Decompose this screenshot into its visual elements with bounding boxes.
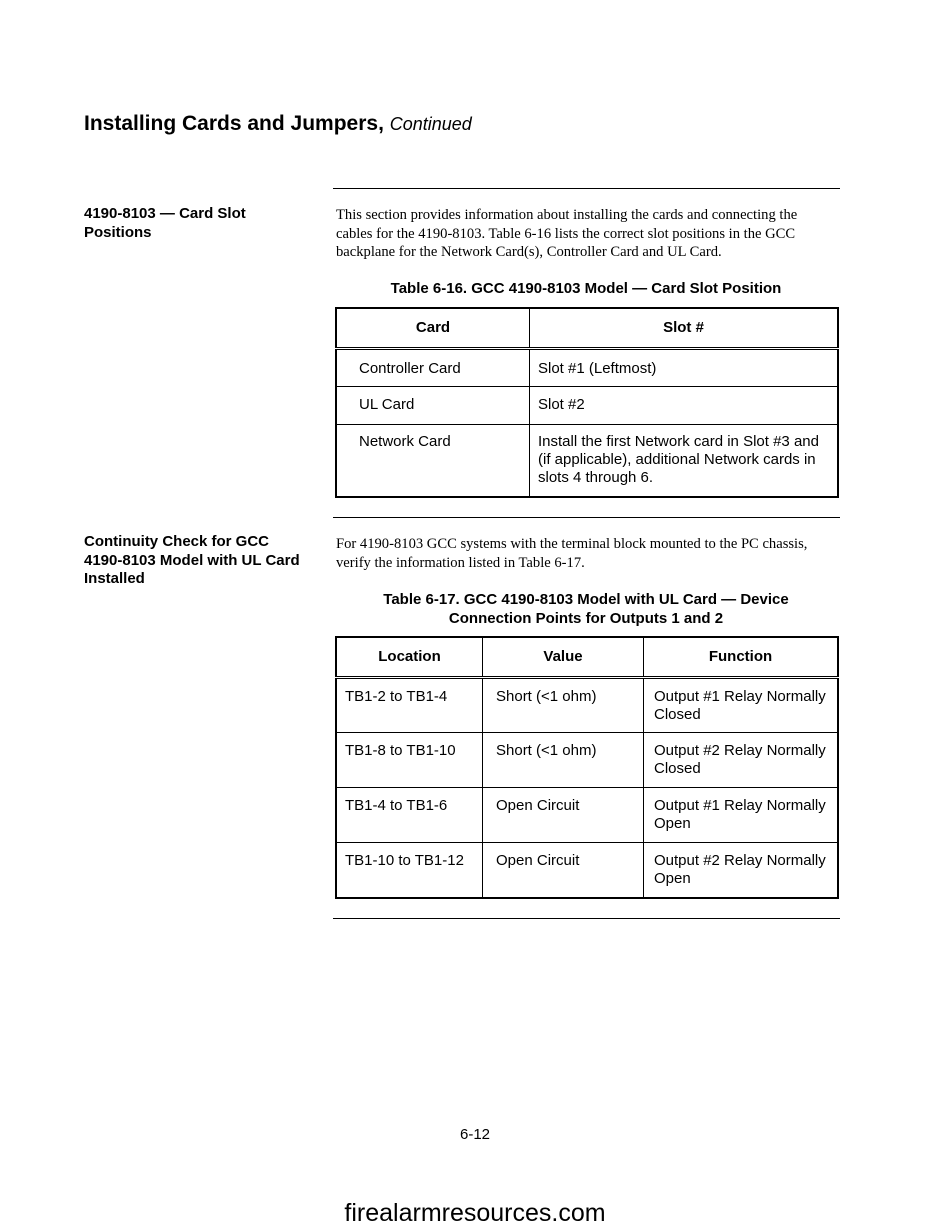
- column-header-function: Function: [644, 637, 839, 678]
- page-title: [84, 112, 472, 136]
- page-number: 6-12: [459, 1126, 491, 1143]
- footer-watermark: firealarmresources.com: [344, 1199, 606, 1227]
- table-cell: TB1-4 to TB1-6: [336, 788, 483, 843]
- section-rule-middle: [333, 517, 840, 518]
- section1-heading: [84, 205, 324, 242]
- table-cell: TB1-2 to TB1-4: [336, 678, 483, 733]
- column-header-slot: Slot #: [530, 308, 839, 349]
- table-header-row: [336, 637, 838, 678]
- column-header-card: Card: [336, 308, 530, 349]
- section1-heading-line1: 4190-8103 — Card Slot: [84, 205, 246, 222]
- table-header-row: [336, 308, 838, 349]
- column-header-location: Location: [336, 637, 483, 678]
- table-cell: Install the first Network card in Slot #3 and (if applicable), additional Network cards in slots 4 through 6.: [530, 425, 839, 498]
- section2-heading: [84, 533, 324, 589]
- table-cell: Slot #1 (Leftmost): [530, 349, 839, 387]
- table-cell: Output #1 Relay Normally Open: [644, 788, 839, 843]
- table-cell: UL Card: [336, 387, 530, 425]
- table-cell: Open Circuit: [483, 788, 644, 843]
- table-cell: TB1-10 to TB1-12: [336, 843, 483, 898]
- section2-heading-line3: Installed: [84, 570, 145, 587]
- section2-paragraph: For 4190-8103 GCC systems with the terminal block mounted to the PC chassis, verify the information listed in Table 6-17.: [336, 536, 808, 571]
- table-row: [336, 425, 838, 498]
- table-cell: Output #1 Relay Normally Closed: [644, 678, 839, 733]
- table-6-16-caption: Table 6-16. GCC 4190-8103 Model — Card Slot Position: [390, 280, 782, 297]
- table-6-17-caption-line1: Table 6-17. GCC 4190-8103 Model with UL Card — Device: [383, 591, 789, 608]
- table-row: [336, 349, 838, 387]
- page-title-continued: Continued: [389, 114, 472, 134]
- table-row: [336, 843, 838, 898]
- section2-heading-line2: 4190-8103 Model with UL Card: [84, 551, 300, 569]
- table-cell: Output #2 Relay Normally Open: [644, 843, 839, 898]
- table-cell: Open Circuit: [483, 843, 644, 898]
- table-cell: Output #2 Relay Normally Closed: [644, 733, 839, 788]
- section1-heading-line2: Positions: [84, 223, 152, 241]
- table-6-17-caption: [336, 590, 836, 628]
- column-header-value: Value: [483, 637, 644, 678]
- table-row: [336, 387, 838, 425]
- table-6-17-caption-line2: Connection Points for Outputs 1 and 2: [448, 610, 724, 627]
- section1-paragraph: This section provides information about installing the cards and connecting the cables for the 4190-8103. Table 6-16 lists the correct slot positions in the GCC backplane for the Network Card(s), Controller Card and UL Card.: [336, 207, 798, 260]
- section-rule-bottom: [333, 918, 840, 919]
- table-6-16: [335, 307, 839, 498]
- table-cell: TB1-8 to TB1-10: [336, 733, 483, 788]
- table-cell: Network Card: [336, 425, 530, 498]
- table-cell: Short (<1 ohm): [483, 733, 644, 788]
- page-title-text: Installing Cards and Jumpers,: [84, 112, 384, 135]
- table-row: [336, 733, 838, 788]
- table-cell: Controller Card: [336, 349, 530, 387]
- section2-heading-line1: Continuity Check for GCC: [84, 533, 270, 550]
- section-rule-top: [333, 188, 840, 189]
- table-6-17: [335, 636, 839, 899]
- table-row: [336, 788, 838, 843]
- table-cell: Short (<1 ohm): [483, 678, 644, 733]
- table-cell: Slot #2: [530, 387, 839, 425]
- table-row: [336, 678, 838, 733]
